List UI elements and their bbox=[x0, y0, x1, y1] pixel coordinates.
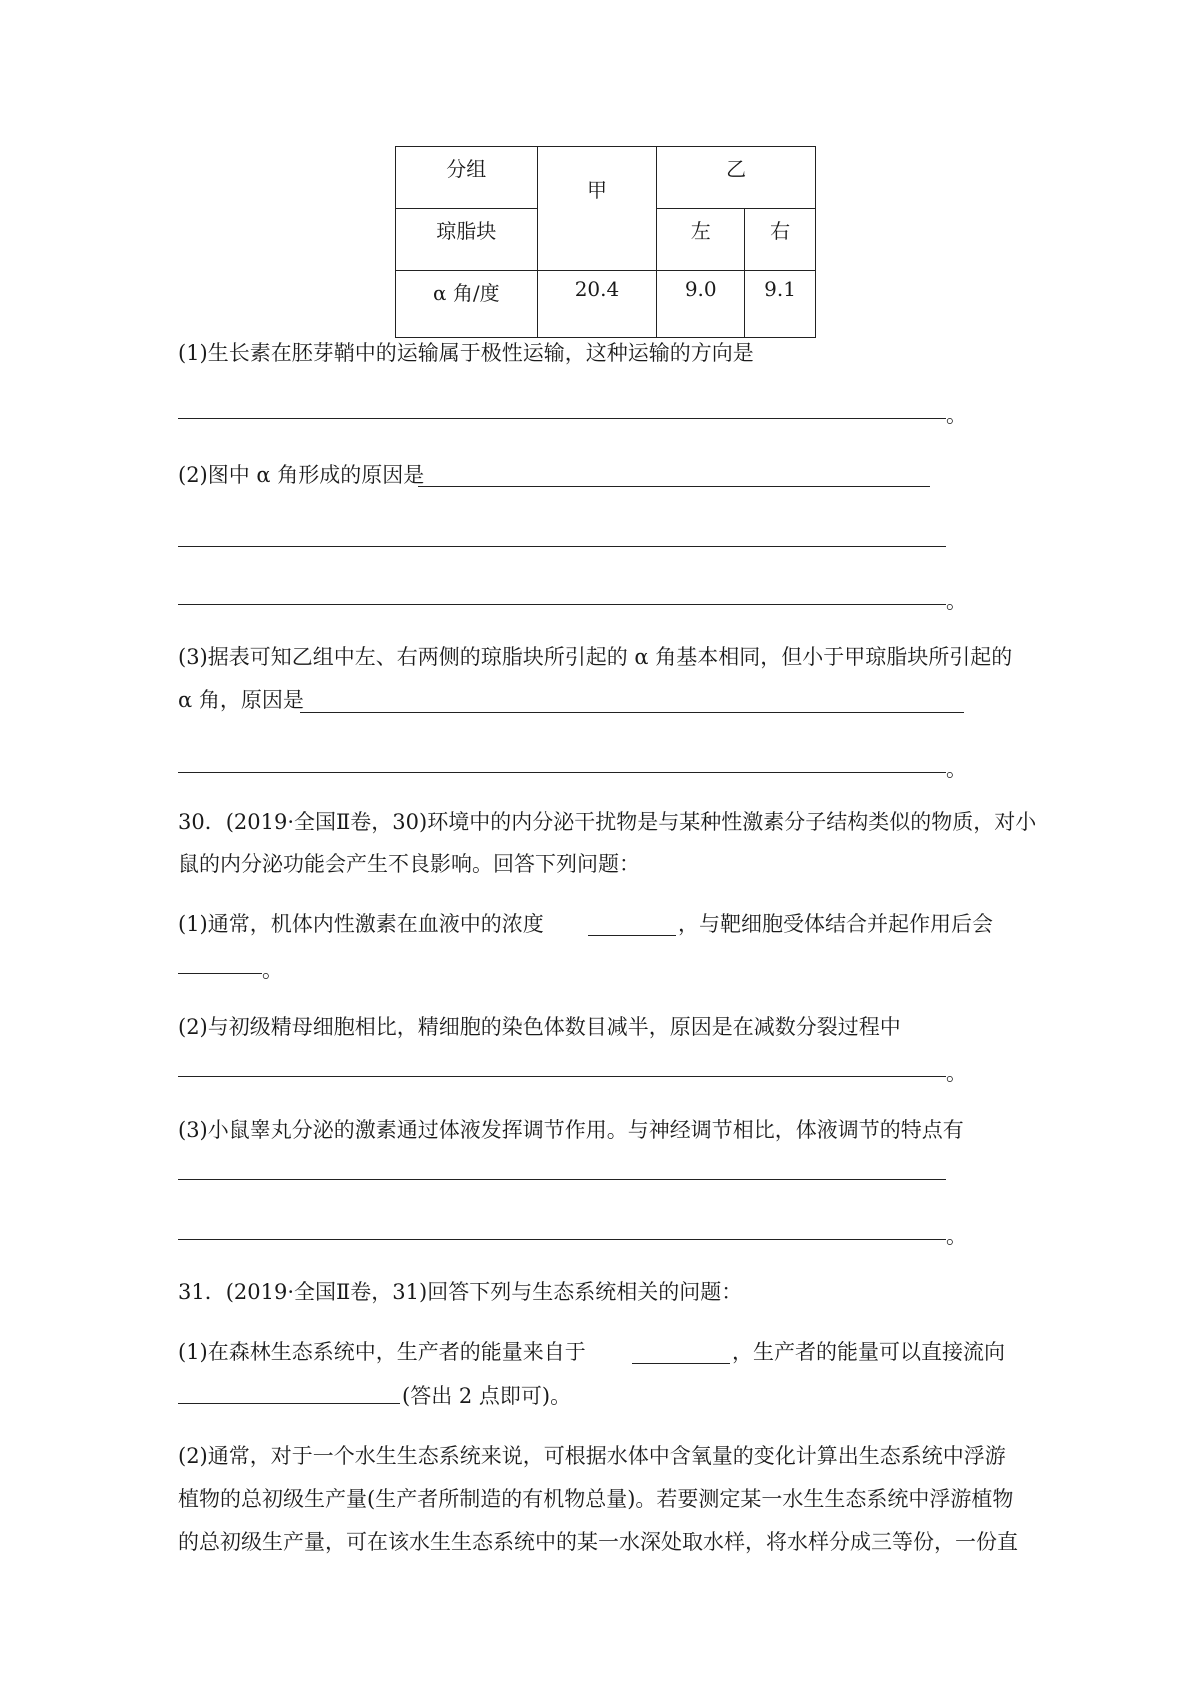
q30-part3: (3)小鼠睾丸分泌的激素通过体液发挥调节作用。与神经调节相比，体液调节的特点有 bbox=[178, 1118, 964, 1142]
period: 。 bbox=[946, 403, 967, 427]
answer-blank[interactable] bbox=[178, 418, 946, 419]
q30-part1-end: ，与靶细胞受体结合并起作用后会 bbox=[678, 912, 993, 936]
q31-part1-note: (答出 2 点即可)。 bbox=[402, 1384, 572, 1408]
period: 。 bbox=[946, 757, 967, 781]
period: 。 bbox=[946, 1224, 967, 1248]
answer-blank[interactable] bbox=[632, 1363, 730, 1364]
answer-blank[interactable] bbox=[588, 935, 676, 936]
period: 。 bbox=[262, 958, 283, 982]
header-group: 分组 bbox=[396, 147, 538, 209]
answer-blank[interactable] bbox=[178, 1403, 400, 1404]
cell-left-value: 9.0 bbox=[657, 271, 745, 338]
q30-intro-line2: 鼠的内分泌功能会产生不良影响。回答下列问题： bbox=[178, 852, 640, 876]
q31-part2-line2: 植物的总初级生产量(生产者所制造的有机物总量)。若要测定某一水生生态系统中浮游植物 bbox=[178, 1487, 1014, 1511]
answer-blank[interactable] bbox=[418, 486, 930, 487]
header-jia: 甲 bbox=[537, 147, 657, 271]
q30-part2: (2)与初级精母细胞相比，精细胞的染色体数目减半，原因是在减数分裂过程中 bbox=[178, 1015, 901, 1039]
q29-part2: (2)图中 α 角形成的原因是 bbox=[178, 463, 425, 487]
q31-intro: 31．(2019·全国Ⅱ卷，31)回答下列与生态系统相关的问题： bbox=[178, 1280, 743, 1304]
answer-blank[interactable] bbox=[178, 1076, 946, 1077]
q29-part3-line1: (3)据表可知乙组中左、右两侧的琼脂块所引起的 α 角基本相同，但小于甲琼脂块所引起的 bbox=[178, 645, 1013, 669]
answer-blank[interactable] bbox=[178, 1239, 946, 1240]
q31-part2-line1: (2)通常，对于一个水生生态系统来说，可根据水体中含氧量的变化计算出生态系统中浮游 bbox=[178, 1444, 1006, 1468]
q29-part3-line2: α 角，原因是 bbox=[178, 688, 304, 712]
header-yi: 乙 bbox=[657, 147, 816, 209]
answer-blank[interactable] bbox=[300, 712, 964, 713]
answer-blank[interactable] bbox=[178, 546, 946, 547]
q30-part1-start: (1)通常，机体内性激素在血液中的浓度 bbox=[178, 912, 544, 936]
answer-blank[interactable] bbox=[178, 1179, 946, 1180]
header-agar-block: 琼脂块 bbox=[396, 209, 538, 271]
header-right: 右 bbox=[745, 209, 816, 271]
answer-blank[interactable] bbox=[178, 772, 946, 773]
header-left: 左 bbox=[657, 209, 745, 271]
q31-part1-end: ，生产者的能量可以直接流向 bbox=[732, 1340, 1005, 1364]
answer-blank[interactable] bbox=[178, 604, 946, 605]
cell-right-value: 9.1 bbox=[745, 271, 816, 338]
q29-part1: (1)生长素在胚芽鞘中的运输属于极性运输，这种运输的方向是 bbox=[178, 341, 754, 365]
q31-part1-start: (1)在森林生态系统中，生产者的能量来自于 bbox=[178, 1340, 586, 1364]
answer-blank[interactable] bbox=[178, 973, 262, 974]
period: 。 bbox=[946, 589, 967, 613]
cell-jia-value: 20.4 bbox=[537, 271, 657, 338]
row-alpha-label: α 角/度 bbox=[396, 271, 538, 338]
data-table bbox=[395, 146, 816, 338]
q31-part2-line3: 的总初级生产量，可在该水生生态系统中的某一水深处取水样，将水样分成三等份，一份直 bbox=[178, 1530, 1018, 1554]
q30-intro-line1: 30．(2019·全国Ⅱ卷，30)环境中的内分泌干扰物是与某种性激素分子结构类似的物质，对小 bbox=[178, 810, 1037, 834]
period: 。 bbox=[946, 1061, 967, 1085]
